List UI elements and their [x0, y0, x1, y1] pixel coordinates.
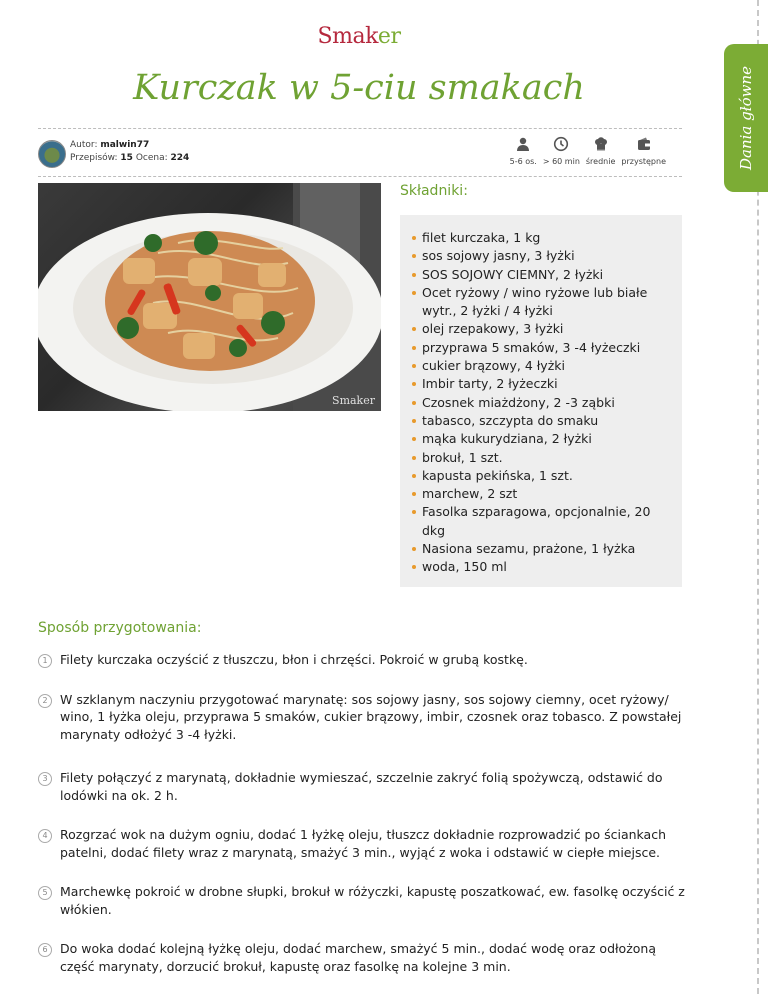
dish-illustration — [38, 183, 381, 411]
ingredient-item: przyprawa 5 smaków, 3 -4 łyżeczki — [412, 339, 668, 357]
stat-time: > 60 min — [543, 136, 580, 166]
ingredient-item: mąka kukurydziana, 2 łyżki — [412, 430, 668, 448]
ingredient-item: filet kurczaka, 1 kg — [412, 229, 668, 247]
step-text: Do woka dodać kolejną łyżkę oleju, dodać marchew, smażyć 5 min., dodać wodę oraz odłożoną część marynaty, dorzucić brokuł, kapustę oraz fasolkę na kolejne 3 min. — [60, 941, 656, 974]
step-number: 3 — [38, 772, 52, 786]
person-icon — [515, 136, 531, 152]
ingredient-item: cukier brązowy, 4 łyżki — [412, 357, 668, 375]
ingredient-item: tabasco, szczypta do smaku — [412, 412, 668, 430]
step-text: W szklanym naczyniu przygotować marynatę: sos sojowy jasny, sos sojowy ciemny, ocet ryżowy/ wino, 1 łyżka oleju, przyprawa 5 smaków, cukier brązowy, imbir, czosnek oraz tobasco. Z powstałej marynaty odłożyć 3 -4 łyżki. — [60, 691, 682, 742]
step-number: 5 — [38, 886, 52, 900]
category-tab — [724, 44, 768, 192]
stat-difficulty: średnie — [586, 136, 616, 166]
ingredient-item: olej rzepakowy, 3 łyżki — [412, 320, 668, 338]
ingredient-item: Fasolka szparagowa, opcjonalnie, 20 dkg — [412, 503, 668, 540]
ingredients-title: Składniki: — [400, 183, 468, 199]
recipe-title: Kurczak w 5-ciu smakach — [133, 68, 585, 108]
step-text: Rozgrzać wok na dużym ogniu, dodać 1 łyżkę oleju, tłuszcz dokładnie rozprowadzić po ściankach patelni, dodać filety wraz z marynatą, smażyć 3 min., wyjąć z woka i odstawić w ciepłe miejsce. — [60, 827, 667, 860]
ingredient-item: brokuł, 1 szt. — [412, 449, 668, 467]
recipe-stats — [510, 136, 666, 166]
ingredient-item: Czosnek miażdżony, 2 -3 ząbki — [412, 394, 668, 412]
step-number: 4 — [38, 829, 52, 843]
recipes-count: 15 — [120, 153, 133, 163]
ingredient-item: SOS SOJOWY CIEMNY, 2 łyżki — [412, 266, 668, 284]
divider — [38, 176, 682, 177]
ingredient-item: woda, 150 ml — [412, 558, 668, 576]
ingredient-item: Imbir tarty, 2 łyżeczki — [412, 375, 668, 393]
step-item — [38, 940, 688, 975]
step-text: Filety połączyć z marynatą, dokładnie wymieszać, szczelnie zakryć folią spożywczą, odstawić do lodówki na ok. 2 h. — [60, 770, 663, 803]
step-number: 6 — [38, 943, 52, 957]
rating-value: 224 — [170, 153, 190, 163]
ingredients-box — [400, 215, 682, 587]
author-name[interactable]: malwin77 — [100, 140, 150, 150]
step-number: 1 — [38, 654, 52, 668]
step-item — [38, 883, 688, 918]
ingredient-item: kapusta pekińska, 1 szt. — [412, 467, 668, 485]
photo-watermark: Smaker — [332, 394, 375, 407]
ingredient-item: marchew, 2 szt — [412, 485, 668, 503]
steps-list — [38, 651, 688, 975]
step-item — [38, 826, 688, 861]
step-number: 2 — [38, 694, 52, 708]
ingredients-list — [400, 215, 682, 577]
author-meta: Autor: malwin77 Przepisów: 15 Ocena: 224 — [70, 140, 190, 163]
chef-hat-icon — [593, 136, 609, 152]
step-text: Filety kurczaka oczyścić z tłuszczu, błon i chrzęści. Pokroić w grubą kostkę. — [60, 652, 528, 667]
step-item — [38, 691, 688, 744]
ingredient-item: Ocet ryżowy / wino ryżowe lub białe wytr., 2 łyżki / 4 łyżki — [412, 284, 668, 321]
step-item — [38, 651, 688, 669]
ingredient-item: sos sojowy jasny, 3 łyżki — [412, 247, 668, 265]
stat-cost: przystępne — [621, 136, 666, 166]
brand-logo[interactable]: Smaker — [317, 24, 401, 49]
preparation-title: Sposób przygotowania: — [38, 620, 202, 636]
divider — [38, 128, 682, 129]
wallet-icon — [636, 136, 652, 152]
stat-servings: 5-6 os. — [510, 136, 537, 166]
category-label: Dania główne — [737, 65, 756, 171]
step-item — [38, 769, 688, 804]
clock-icon — [553, 136, 569, 152]
step-text: Marchewkę pokroić w drobne słupki, brokuł w różyczki, kapustę poszatkować, ew. fasolkę oczyścić z włókien. — [60, 884, 685, 917]
ingredient-item: Nasiona sezamu, prażone, 1 łyżka — [412, 540, 668, 558]
recipe-photo — [38, 183, 381, 411]
avatar[interactable] — [38, 140, 66, 168]
